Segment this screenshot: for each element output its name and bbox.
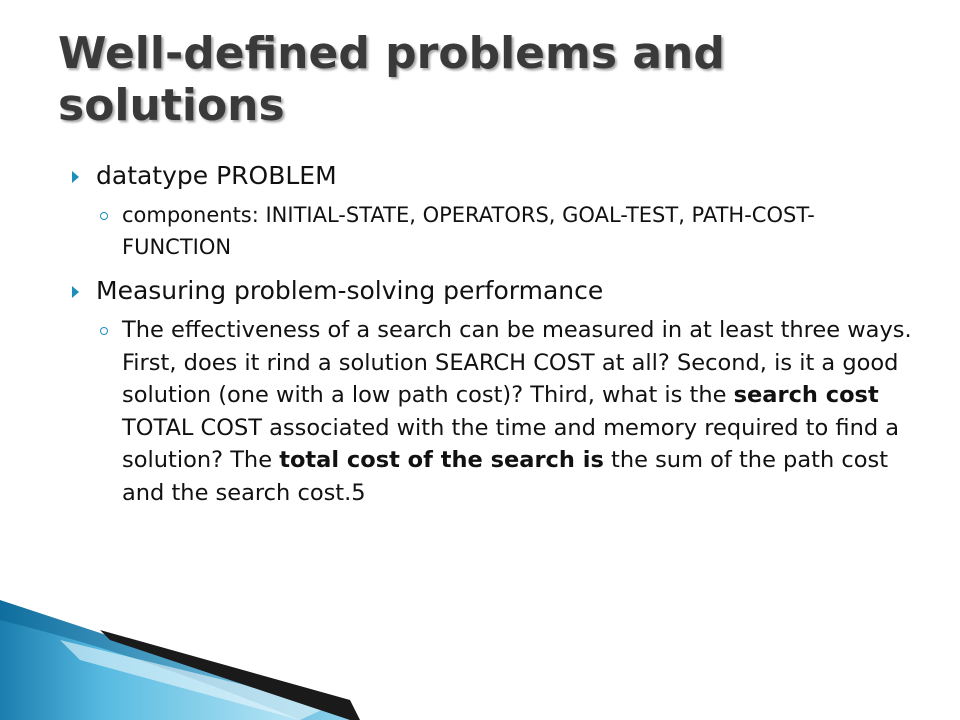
slide-title-line-1: Well-defined problems and <box>58 28 725 79</box>
wave-band-dark <box>0 600 360 720</box>
arrow-bullet-icon <box>72 286 79 298</box>
slide-title-line-2: solutions <box>58 80 285 131</box>
bullet-text: datatype PROBLEM <box>96 161 337 190</box>
wave-black-stripe <box>100 630 360 720</box>
ring-bullet-icon <box>100 212 108 220</box>
sub-bullet-text-part-2: TOTAL COST associated with the time and memory required to find a solution? The <box>122 414 900 473</box>
sub-bullet-text-part-1: The effectiveness of a search can be measured in at least three ways. First, does it rind a solution SEARCH COST at all? Second, is it a good solution (one with a low path cost)? Third, what is the <box>122 317 912 408</box>
slide-content <box>64 160 914 521</box>
sub-bullet-bold-search-cost: search cost <box>733 382 879 408</box>
sub-bullet-bold-total-cost: total cost of the search is <box>279 447 604 473</box>
sub-bullet-text: components: INITIAL-STATE, OPERATORS, GOAL-TEST, PATH-COST-FUNCTION <box>122 203 815 259</box>
ring-bullet-icon <box>100 327 108 335</box>
arrow-bullet-icon <box>72 171 79 183</box>
sub-bullet-components <box>64 199 914 263</box>
bullet-text: Measuring problem-solving performance <box>96 276 604 305</box>
bullet-measuring-performance <box>64 275 914 307</box>
wave-highlight <box>60 640 330 720</box>
bullet-datatype-problem <box>64 160 914 192</box>
slide-title <box>58 28 918 132</box>
sub-bullet-text-part-3: the sum of the path cost and the search cost.5 <box>122 447 889 506</box>
wave-band-light <box>0 620 300 720</box>
sub-bullet-effectiveness <box>64 314 914 509</box>
